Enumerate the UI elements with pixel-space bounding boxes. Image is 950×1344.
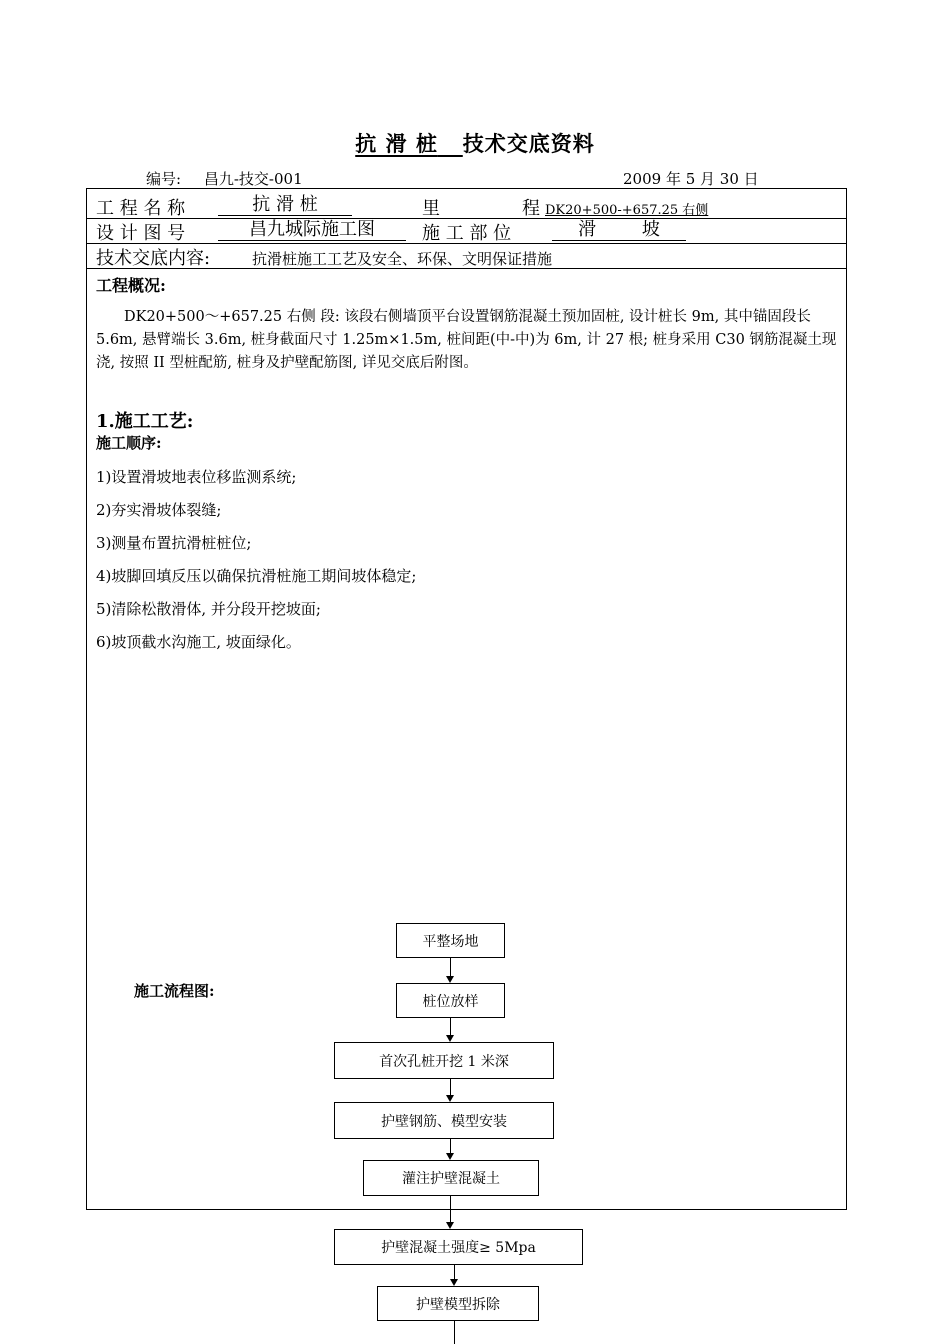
flow-label: 施工流程图: <box>134 982 215 1000</box>
overview-heading: 工程概况: <box>96 276 166 295</box>
content-label: 技术交底内容: <box>96 248 211 269</box>
page-title <box>0 128 950 158</box>
doc-number <box>146 168 303 189</box>
mileage-label-2: 程 <box>522 198 540 219</box>
title-rest: 技术交底资料 <box>462 131 595 156</box>
flow-connector <box>450 1079 451 1095</box>
arrow-down-icon <box>446 1035 454 1042</box>
project-name-label: 工 程 名 称 <box>96 198 186 219</box>
dept-label: 施 工 部 位 <box>422 223 512 244</box>
flow-step: 护壁钢筋、模型安装 <box>334 1102 554 1139</box>
doc-date: 2009 年 5 月 30 日 <box>623 170 759 188</box>
design-field <box>218 219 406 241</box>
mileage-label-1: 里 <box>422 198 440 219</box>
flow-step: 护壁混凝土强度≥ 5Mpa <box>334 1229 583 1265</box>
arrow-down-icon <box>446 1095 454 1102</box>
flow-connector <box>454 1265 455 1280</box>
flow-connector <box>450 958 451 977</box>
sequence-heading: 施工顺序: <box>96 434 162 452</box>
title-underlined: 抗 滑 桩 <box>355 131 438 156</box>
flow-connector <box>450 1196 451 1222</box>
list-item: 2)夯实滑坡体裂缝; <box>96 501 222 519</box>
design-value: 昌九城际施工图 <box>218 220 406 241</box>
flow-step: 灌注护壁混凝土 <box>363 1160 539 1196</box>
arrow-down-icon <box>446 1153 454 1160</box>
arrow-down-icon <box>446 976 454 983</box>
flow-connector <box>454 1321 455 1344</box>
content-value: 抗滑桩施工工艺及安全、环保、文明保证措施 <box>252 250 553 268</box>
list-item: 6)坡顶截水沟施工, 坡面绿化。 <box>96 633 301 651</box>
overview-text: DK20+500～+657.25 右侧 段: 该段右侧墙顶平台设置钢筋混凝土预加固桩, 设计桩长 9m, 其中锚固段长 5.6m, 悬臂端长 3.6m, 桩身截面尺寸 1.25m×1.5m, 桩间距(中-中)为 6m, 计 27 根; 桩身采用 C30 钢筋混凝土现浇, 按照 II 型桩配筋, 桩身及护壁配筋图, 详见交底后附图。 <box>96 309 837 371</box>
mileage-value: DK20+500-+657.25 右侧 <box>545 203 709 218</box>
flow-connector <box>450 1139 451 1153</box>
list-item: 5)清除松散滑体, 并分段开挖坡面; <box>96 600 321 618</box>
dept-value: 滑 坡 <box>552 220 686 241</box>
list-item: 1)设置滑坡地表位移监测系统; <box>96 468 297 486</box>
list-item: 4)坡脚回填反压以确保抗滑桩施工期间坡体稳定; <box>96 567 417 585</box>
process-heading: 1.施工工艺: <box>96 411 194 432</box>
doc-number-value: 昌九-技交-001 <box>203 170 303 188</box>
design-label: 设 计 图 号 <box>96 223 186 244</box>
project-name-value: 抗 滑 桩 <box>218 195 352 216</box>
arrow-down-icon <box>446 1222 454 1229</box>
list-item: 3)测量布置抗滑桩桩位; <box>96 534 252 552</box>
flow-connector <box>450 1018 451 1035</box>
dept-field <box>552 219 686 241</box>
doc-number-label: 编号: <box>146 170 182 188</box>
arrow-down-icon <box>450 1279 458 1286</box>
project-name-field <box>218 194 352 216</box>
flow-step: 首次孔桩开挖 1 米深 <box>334 1042 554 1079</box>
flow-step: 平整场地 <box>396 923 505 958</box>
flow-step: 护壁模型拆除 <box>377 1286 539 1321</box>
flow-step: 桩位放样 <box>396 983 505 1018</box>
